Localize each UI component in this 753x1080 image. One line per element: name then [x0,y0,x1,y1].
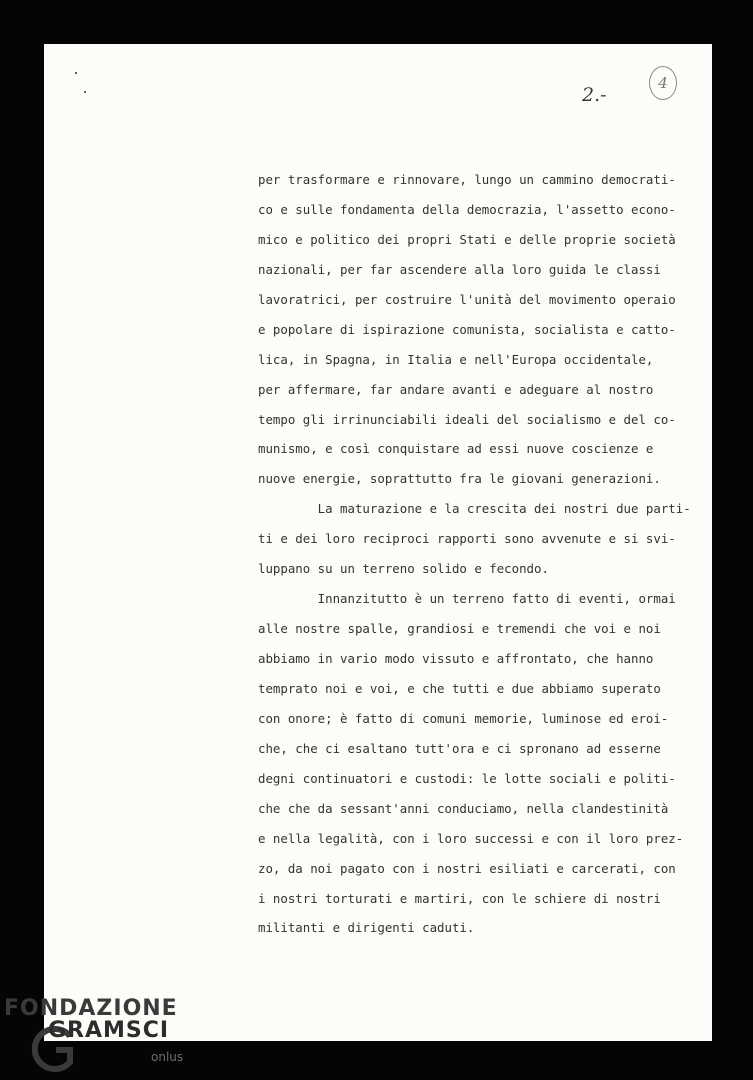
archive-number-stamp [649,66,677,100]
archive-number: 4 [658,74,668,92]
watermark-line1: FONDAZIONE [4,996,178,1021]
text-line: e popolare di ispirazione comunista, socialista e catto- [258,321,676,337]
text-line: abbiamo in vario modo vissuto e affrontato, che hanno [258,651,654,666]
text-line: tempo gli irrinunciabili ideali del socialismo e del co- [258,411,676,427]
text-line: per trasformare e rinnovare, lungo un cammino democrati- [258,172,676,187]
text-line: nuove energie, soprattutto fra le giovani generazioni. [258,471,661,487]
text-line: per affermare, far andare avanti e adeguare al nostro [258,381,654,397]
paper-speck [84,91,86,93]
text-line: alle nostre spalle, grandiosi e tremendi che voi e noi [258,621,661,637]
text-line: luppano su un terreno solido e fecondo. [258,561,549,577]
text-line: munismo, e così conquistare ad essi nuove coscienze e [258,441,654,457]
text-line: che che da sessant'anni conduciamo, nella clandestinità [258,800,669,816]
text-line: La maturazione e la crescita dei nostri due parti- [258,501,691,517]
text-line: ti e dei loro reciproci rapporti sono avvenute e si svi- [258,531,676,547]
paper-speck [75,72,77,74]
text-line: zo, da noi pagato con i nostri esiliati e carcerati, con [258,860,676,876]
typewritten-body [258,165,691,943]
page-number: 2.- [582,84,607,106]
text-line: degni continuatori e custodi: le lotte sociali e politi- [258,770,676,786]
text-line: Innanzitutto è un terreno fatto di eventi, ormai [258,591,676,607]
text-line: mico e politico dei propri Stati e delle proprie società [258,231,676,247]
document-page [44,44,712,1041]
text-line: i nostri torturati e martiri, con le schiere di nostri [258,890,661,906]
text-line: con onore; è fatto di comuni memorie, luminose ed eroi- [258,710,669,726]
text-line: e nella legalità, con i loro successi e con il loro prez- [258,830,684,846]
watermark-logo [4,996,184,1076]
watermark-line2: GRAMSCI [48,1018,170,1043]
text-line: lica, in Spagna, in Italia e nell'Europa occidentale, [258,351,654,367]
text-line: co e sulle fondamenta della democrazia, l'assetto econo- [258,201,676,217]
text-line: temprato noi e voi, e che tutti e due abbiamo superato [258,680,661,696]
text-line: che, che ci esaltano tutt'ora e ci spronano ad esserne [258,740,661,756]
text-line: nazionali, per far ascendere alla loro guida le classi [258,261,661,277]
text-line: lavoratrici, per costruire l'unità del movimento operaio [258,291,676,307]
text-line: militanti e dirigenti caduti. [258,920,475,936]
watermark-suffix: onlus [151,1050,184,1064]
